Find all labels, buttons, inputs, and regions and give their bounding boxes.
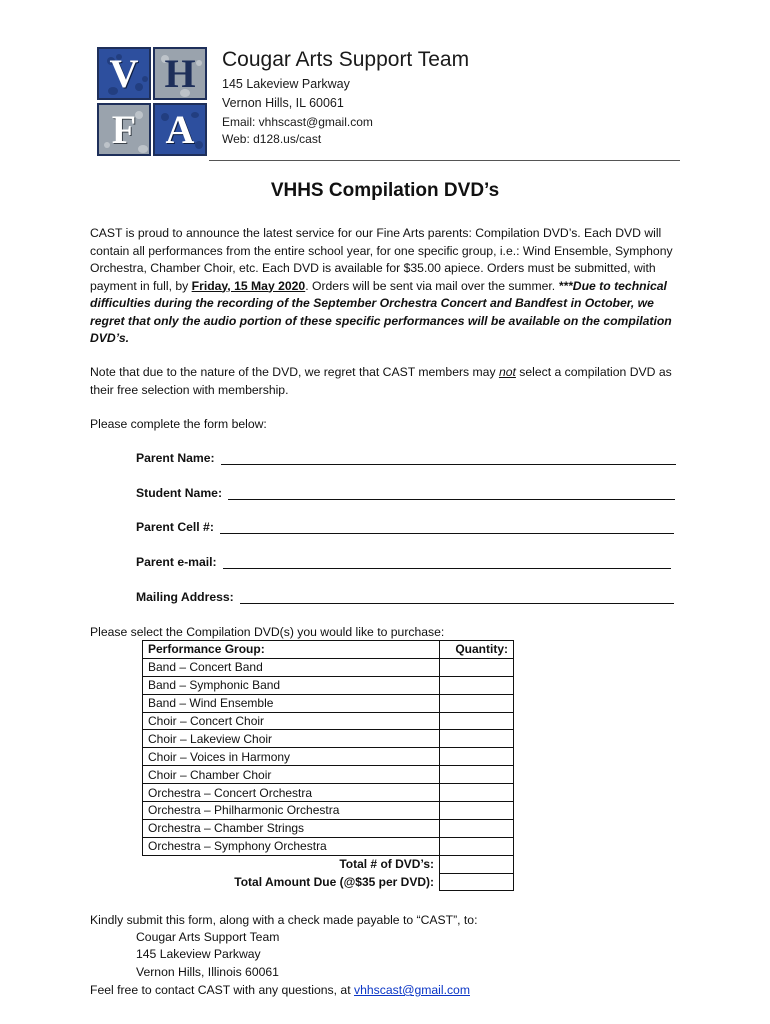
- org-street: 145 Lakeview Parkway: [222, 77, 350, 91]
- contact-line: [90, 982, 685, 1000]
- performance-group-cell: Band – Wind Ensemble: [143, 694, 440, 712]
- total-amount-label: Total Amount Due (@$35 per DVD):: [234, 875, 434, 890]
- quantity-cell[interactable]: [440, 676, 514, 694]
- mail-address-line-2: 145 Lakeview Parkway: [136, 947, 261, 961]
- intro-paragraph: [90, 225, 685, 348]
- performance-group-cell: Orchestra – Symphony Orchestra: [143, 837, 440, 855]
- mail-address-line-1: Cougar Arts Support Team: [136, 930, 280, 944]
- header-performance-group: Performance Group:: [143, 641, 440, 659]
- membership-note: [90, 364, 685, 399]
- table-row: [143, 676, 514, 694]
- contact-text: Feel free to contact CAST with any questions, at: [90, 983, 354, 997]
- select-intro: Please select the Compilation DVD(s) you would like to purchase:: [90, 625, 445, 639]
- performance-group-cell: Band – Symphonic Band: [143, 676, 440, 694]
- note-emphasis: not: [498, 365, 516, 379]
- dvd-order-table: [142, 640, 514, 891]
- performance-group-cell: Choir – Voices in Harmony: [143, 748, 440, 766]
- technical-notice: ***Due to technical difficulties during the recording of the September Orchestra Concert and Bandfest in October, we regret that only the audio portion of these specific performances will be available on the compilation DVD’s.: [90, 278, 672, 345]
- contact-email-link[interactable]: vhhscast@gmail.com: [353, 983, 470, 997]
- quantity-cell[interactable]: [440, 837, 514, 855]
- performance-group-cell: Choir – Lakeview Choir: [143, 730, 440, 748]
- performance-group-cell: Orchestra – Chamber Strings: [143, 819, 440, 837]
- quantity-cell[interactable]: [440, 730, 514, 748]
- table-row: [143, 819, 514, 837]
- logo-letter-v: V: [109, 51, 139, 96]
- total-count-cell[interactable]: [440, 855, 514, 873]
- performance-group-cell: Orchestra – Philharmonic Orchestra: [143, 802, 440, 820]
- table-row: [143, 712, 514, 730]
- table-row: [143, 748, 514, 766]
- table-header-row: [143, 641, 514, 659]
- quantity-cell[interactable]: [440, 658, 514, 676]
- org-email: Email: vhhscast@gmail.com: [222, 115, 373, 129]
- parent-name-label: Parent Name:: [136, 451, 215, 465]
- vhfa-logo: [97, 47, 209, 157]
- header-divider: [209, 160, 680, 161]
- logo-letter-a: A: [165, 107, 195, 152]
- mailing-address-line[interactable]: [240, 591, 674, 604]
- note-text-before: Note that due to the nature of the DVD, we regret that CAST members may: [90, 365, 499, 379]
- form-intro: Please complete the form below:: [90, 417, 267, 431]
- logo-letter-f: F: [111, 107, 137, 152]
- quantity-cell[interactable]: [440, 766, 514, 784]
- mail-address-line-3: Vernon Hills, Illinois 60061: [136, 965, 279, 979]
- table-row: [143, 837, 514, 855]
- performance-group-cell: Band – Concert Band: [143, 658, 440, 676]
- parent-cell-label: Parent Cell #:: [136, 520, 214, 534]
- intro-text-end: . Orders will be sent via mail over the summer.: [305, 278, 556, 293]
- total-amount-cell[interactable]: [440, 873, 514, 891]
- table-row: [143, 730, 514, 748]
- order-deadline: Friday, 15 May 2020: [191, 278, 306, 293]
- mailing-address-field[interactable]: [136, 590, 674, 604]
- student-name-field[interactable]: [136, 486, 675, 500]
- parent-email-line[interactable]: [223, 556, 671, 569]
- performance-group-cell: Orchestra – Concert Orchestra: [143, 784, 440, 802]
- student-name-line[interactable]: [228, 487, 675, 500]
- parent-name-line[interactable]: [221, 452, 676, 465]
- table-row: [143, 784, 514, 802]
- table-row: [143, 766, 514, 784]
- quantity-cell[interactable]: [440, 694, 514, 712]
- org-name: Cougar Arts Support Team: [222, 48, 470, 71]
- quantity-cell[interactable]: [440, 712, 514, 730]
- mailing-address-label: Mailing Address:: [136, 590, 234, 604]
- intro-text: CAST is proud to announce the latest service for our Fine Arts parents: Compilation DVD’s. Each DVD will contain all performances from the entire school year, for one specific group, i.e.: Wind Ensemble, Symphony Orchestra, Chamber Choir, etc. Each DVD is available for $35.00 apiece. Orders must be submitted, with payment in full, by: [90, 226, 673, 293]
- table-row: [143, 694, 514, 712]
- performance-group-cell: Choir – Concert Choir: [143, 712, 440, 730]
- parent-cell-line[interactable]: [220, 521, 674, 534]
- total-amount-row: [143, 873, 514, 891]
- total-count-label: Total # of DVD’s:: [339, 857, 434, 872]
- table-row: [143, 802, 514, 820]
- logo-tile-a: [153, 103, 207, 156]
- logo-tile-f: [97, 103, 151, 156]
- student-name-label: Student Name:: [136, 486, 222, 500]
- logo-tile-h: [153, 47, 207, 100]
- logo-tile-v: [97, 47, 151, 100]
- quantity-cell[interactable]: [440, 784, 514, 802]
- note-text-after: select a compilation DVD as their free selection with membership.: [90, 365, 672, 397]
- quantity-cell[interactable]: [440, 802, 514, 820]
- document-title: VHHS Compilation DVD’s: [270, 180, 500, 201]
- parent-cell-field[interactable]: [136, 520, 674, 534]
- org-city: Vernon Hills, IL 60061: [222, 96, 344, 110]
- parent-email-label: Parent e-mail:: [136, 555, 217, 569]
- parent-email-field[interactable]: [136, 555, 671, 569]
- performance-group-cell: Choir – Chamber Choir: [143, 766, 440, 784]
- org-web: Web: d128.us/cast: [222, 132, 322, 146]
- quantity-cell[interactable]: [440, 819, 514, 837]
- header-quantity: Quantity:: [440, 641, 514, 659]
- submit-instructions: Kindly submit this form, along with a check made payable to “CAST”, to:: [90, 913, 478, 927]
- total-count-row: [143, 855, 514, 873]
- table-row: [143, 658, 514, 676]
- quantity-cell[interactable]: [440, 748, 514, 766]
- parent-name-field[interactable]: [136, 451, 676, 465]
- logo-letter-h: H: [164, 51, 196, 96]
